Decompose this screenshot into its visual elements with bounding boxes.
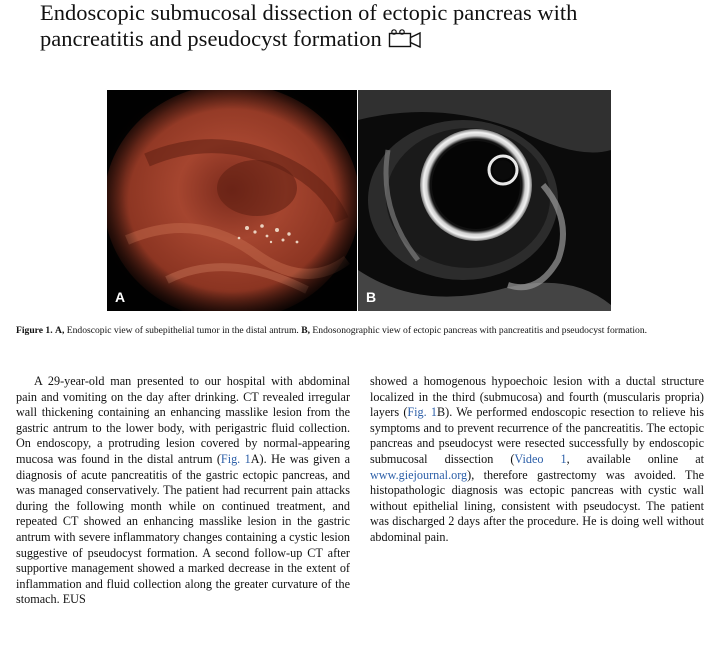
body-column-right bbox=[370, 374, 704, 546]
figure-caption bbox=[16, 324, 704, 338]
figure-1 bbox=[107, 90, 611, 311]
journal-url-link[interactable]: www.giejournal.org bbox=[370, 467, 468, 482]
caption-b-text: Endosonographic view of ectopic pancreas with pancreatitis and pseudocyst formation. bbox=[310, 325, 648, 336]
figure-panel-b-eus-image bbox=[358, 90, 611, 311]
caption-fig-label: Figure 1. bbox=[16, 325, 53, 336]
fig-1-link-right[interactable]: Fig. 1 bbox=[407, 405, 438, 420]
body-column-left bbox=[16, 374, 350, 608]
video-camera-icon[interactable] bbox=[388, 29, 422, 55]
caption-a-label: A, bbox=[55, 325, 65, 336]
title-line-2-text: pancreatitis and pseudocyst formation bbox=[40, 26, 382, 51]
caption-a-text: Endoscopic view of subepithelial tumor in the distal antrum. bbox=[64, 325, 302, 336]
figure-panel-a-endoscopy-image bbox=[107, 90, 357, 311]
right-text-4: ), therefore gastrectomy was avoided. The histopathologic diagnosis was ectopic pancreas with cystic wall without epithelial lining, consistent with pseudocyst. The patient was discharged 2 days after the procedure. He is doing well without abdominal pain. bbox=[370, 467, 704, 544]
right-text-2: B). We performed endoscopic resection to relieve his symptoms and to prevent recurrence of the pancreatitis. The ectopic pancreas and pseudocyst were resected successfully by endoscopic submucosal dissection ( bbox=[370, 405, 704, 466]
right-text-1: showed a homogenous hypoechoic lesion with a ductal structure localized in the third (submucosa) and fourth (muscularis propria) layers ( bbox=[370, 374, 704, 420]
left-text-2: A). He was given a diagnosis of acute pancreatitis of the gastric ectopic pancreas, and was managed conservatively. The patient had recurrent pain attacks during the following month while on continued treatment, and repeated CT showed an enhancing masslike lesion in the gastric antrum with severe inflammatory changes containing a cystic lesion suggestive of pseudocyst formation. A second follow-up CT after supportive management showed a marked decrease in the extent of inflammation and fluid collection along the greater curvature of the stomach. EUS bbox=[16, 451, 350, 607]
panel-a-label: A bbox=[115, 289, 126, 305]
caption-b-label: B, bbox=[301, 325, 311, 336]
article-title bbox=[40, 0, 680, 55]
video-1-link[interactable]: Video 1 bbox=[514, 451, 567, 466]
title-line-2 bbox=[40, 26, 680, 55]
right-text-3: , available online at bbox=[566, 451, 704, 466]
panel-b-label: B bbox=[366, 289, 377, 305]
left-text-1: A 29-year-old man presented to our hospital with abdominal pain and vomiting on the day after drinking. CT revealed irregular wall thickening containing an enhancing masslike lesion from the gastric antrum to the lower body, with perigastric fluid collection. On endoscopy, a protruding lesion covered by normal-appearing mucosa was found in the distal antrum ( bbox=[16, 374, 350, 466]
fig-1-link-left[interactable]: Fig. 1 bbox=[220, 451, 251, 466]
title-line-1: Endoscopic submucosal dissection of ectopic pancreas with bbox=[40, 0, 578, 25]
